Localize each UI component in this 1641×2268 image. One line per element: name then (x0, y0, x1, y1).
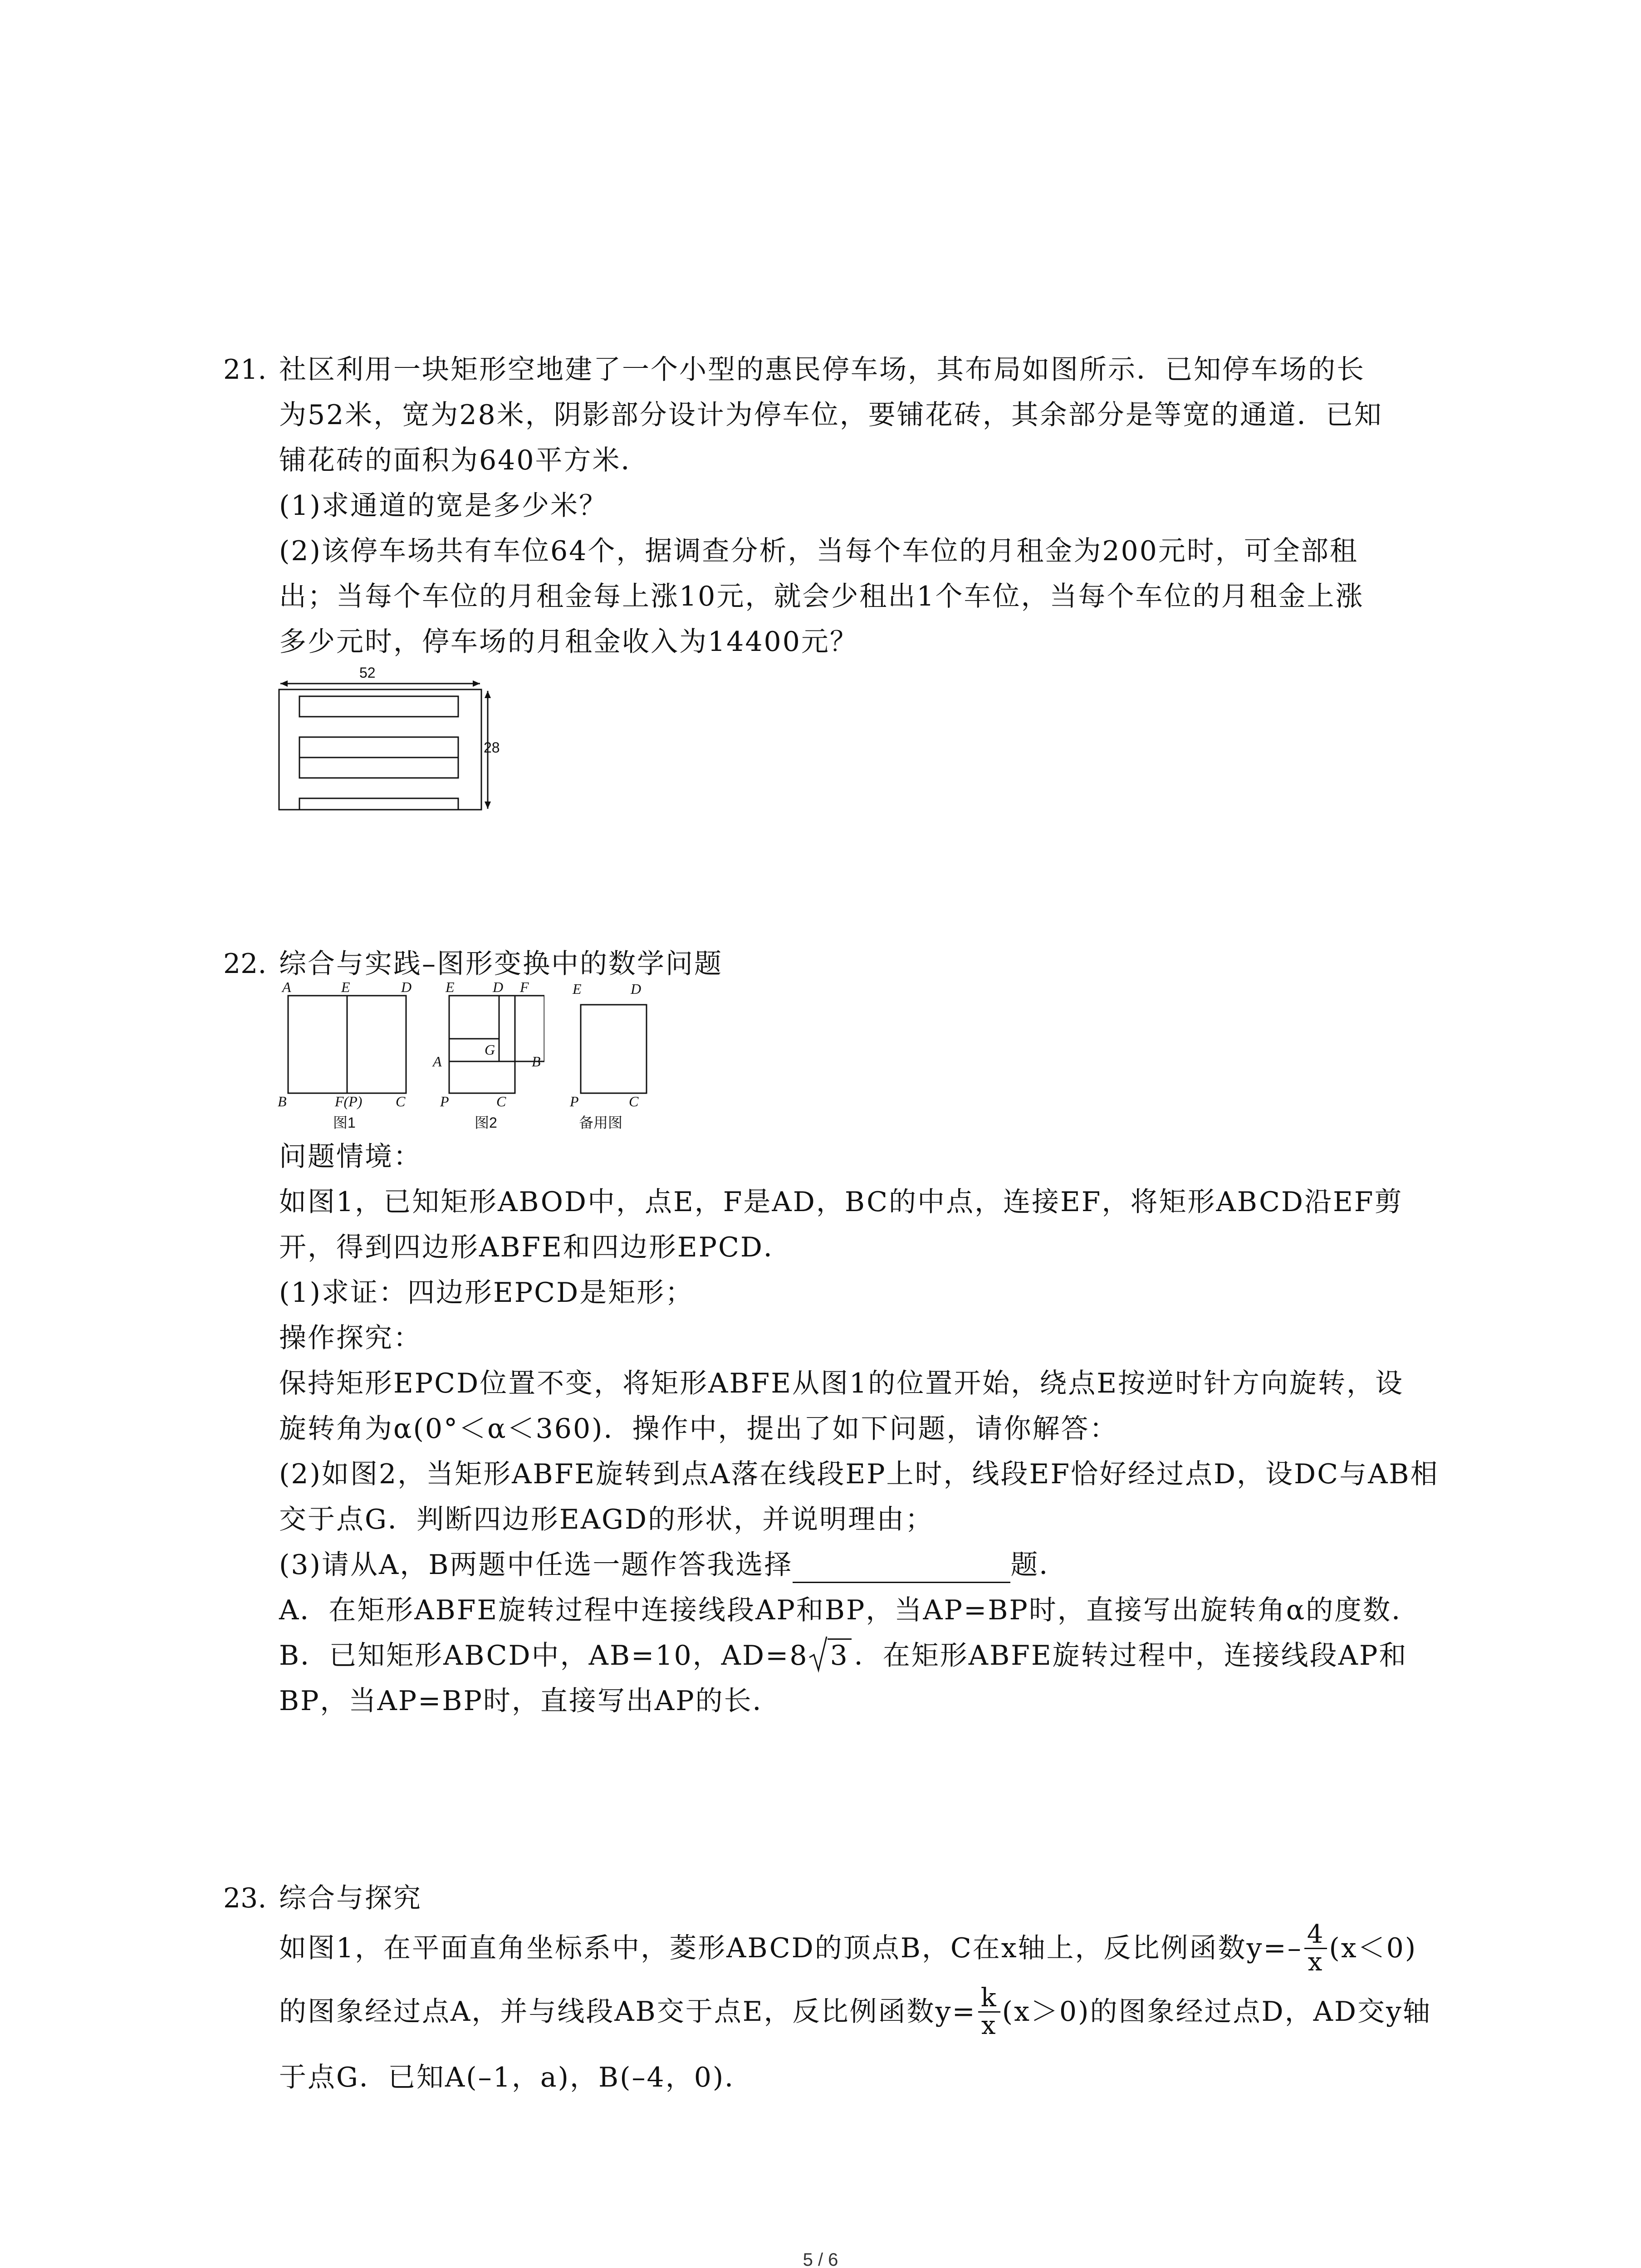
fig1-label-B: B (278, 1093, 287, 1110)
q21-line-4: (1)求通道的宽是多少米？ (279, 490, 607, 522)
fig1-label-FP: F(P) (335, 1093, 362, 1110)
q22-line-B2: BP，当AP=BP时，直接写出AP的长． (279, 1685, 781, 1717)
q23-line1-part2: (x＜0) (1329, 1932, 1417, 1964)
fig2-caption: 图2 (475, 1114, 497, 1131)
fig2-label-D: D (493, 979, 504, 995)
fig2-label-A: A (433, 1053, 442, 1070)
fig2-label-E: E (446, 979, 455, 995)
q22-line-7: 旋转角为α(0°＜α＜360)．操作中，提出了如下问题，请你解答： (279, 1413, 1118, 1445)
figure-3-diagram (567, 984, 653, 1111)
q22-line-B1 (279, 1637, 1407, 1674)
fig2-label-P: P (440, 1093, 449, 1110)
figure-height-label: 28 (484, 739, 500, 756)
q21-line-2: 为52米，宽为28米，阴影部分设计为停车位，要铺花砖，其余部分是等宽的通道．已知 (279, 399, 1383, 431)
q21-line-5: (2)该停车场共有车位64个，据调查分析，当每个车位的月租金为200元时，可全部租 (279, 535, 1358, 567)
fraction-numerator: k (978, 1985, 1000, 2013)
fig1-label-C: C (396, 1093, 406, 1110)
fig2-label-B: B (532, 1053, 541, 1070)
q22-line-5: 操作探究： (279, 1322, 422, 1354)
fig1-label-E: E (341, 979, 350, 995)
q22-line-1: 问题情境： (279, 1141, 422, 1173)
q22-choice-prompt: (3)请从A，B两题中任选一题作答我选择 (279, 1549, 793, 1581)
parking-lot-figure (272, 665, 499, 814)
q23-line-1 (279, 1919, 1417, 1977)
sqrt-expression (808, 1637, 854, 1674)
q22-number: 22. (223, 948, 267, 980)
fig3-label-C: C (629, 1093, 639, 1110)
fig3-label-E: E (573, 981, 582, 997)
fig2-label-C: C (496, 1093, 506, 1110)
figure-width-label: 52 (359, 665, 376, 681)
q22-line-2: 如图1，已知矩形ABOD中，点E，F是AD，BC的中点，连接EF，将矩形ABCD沿EF剪 (279, 1186, 1403, 1218)
q21-line-3: 铺花砖的面积为640平方米． (279, 445, 650, 476)
fig1-label-D: D (401, 979, 412, 995)
q23-line2-part1: 的图象经过点A，并与线段AB交于点E，反比例函数y= (279, 1996, 976, 2028)
q22-choice-suffix: 题． (1010, 1549, 1068, 1581)
q22-title: 综合与实践–图形变换中的数学问题 (279, 948, 723, 980)
q21-line-6: 出；当每个车位的月租金每上涨10元，就会少租出1个车位，当每个车位的月租金上涨 (279, 581, 1364, 612)
answer-blank[interactable] (793, 1554, 1010, 1583)
q22-line-10 (279, 1547, 1068, 1583)
q23-line1-part1: 如图1，在平面直角坐标系中，菱形ABCD的顶点B，C在x轴上，反比例函数y=– (279, 1932, 1303, 1964)
fig1-caption: 图1 (333, 1114, 356, 1131)
q21-line-7: 多少元时，停车场的月租金收入为14400元？ (279, 626, 858, 658)
fig2-label-F: F (520, 979, 529, 995)
q23-title: 综合与探究 (279, 1882, 422, 1914)
sqrt-radicand: 3 (828, 1638, 852, 1672)
fig3-caption: 备用图 (579, 1114, 623, 1131)
fig1-label-A: A (282, 979, 291, 995)
q22-lineB-part1: B．已知矩形ABCD中，AB=10，AD=8 (279, 1640, 808, 1672)
q23-line-2 (279, 1983, 1431, 2040)
q22-line-A: A．在矩形ABFE旋转过程中连接线段AP和BP，当AP=BP时，直接写出旋转角α的度数． (279, 1594, 1421, 1626)
fraction-denominator: x (1308, 1947, 1324, 1977)
q22-line-9: 交于点G．判断四边形EAGD的形状，并说明理由； (279, 1504, 934, 1535)
q22-lineB-part2: ．在矩形ABFE旋转过程中，连接线段AP和 (854, 1640, 1408, 1672)
fraction-4-over-x (1304, 1921, 1327, 1975)
page-number: 5 / 6 (803, 2250, 838, 2268)
fig2-label-G: G (485, 1041, 495, 1058)
q21-number: 21. (223, 354, 267, 386)
q23-line-3: 于点G．已知A(–1，a)，B(–4，0)． (279, 2062, 754, 2093)
fraction-k-over-x (978, 1985, 1000, 2039)
fraction-numerator: 4 (1304, 1921, 1327, 1949)
q22-line-3: 开，得到四边形ABFE和四边形EPCD． (279, 1232, 793, 1263)
fraction-denominator: x (981, 2010, 997, 2040)
fig3-label-P: P (570, 1093, 579, 1110)
q23-line2-part2: (x＞0)的图象经过点D，AD交y轴 (1002, 1996, 1431, 2028)
q21-line-1: 社区利用一块矩形空地建了一个小型的惠民停车场，其布局如图所示．已知停车场的长 (279, 354, 1365, 386)
q22-line-6: 保持矩形EPCD位置不变，将矩形ABFE从图1的位置开始，绕点E按逆时针方向旋转，设 (279, 1368, 1404, 1399)
radical-sign-icon (808, 1635, 828, 1673)
q22-line-4: (1)求证：四边形EPCD是矩形； (279, 1277, 694, 1309)
fig3-label-D: D (631, 981, 642, 997)
q23-number: 23. (223, 1882, 267, 1914)
figure-1-diagram (272, 984, 417, 1111)
q22-line-8: (2)如图2，当矩形ABFE旋转到点A落在线段EP上时，线段EF恰好经过点D，设DC与AB相 (279, 1458, 1439, 1490)
